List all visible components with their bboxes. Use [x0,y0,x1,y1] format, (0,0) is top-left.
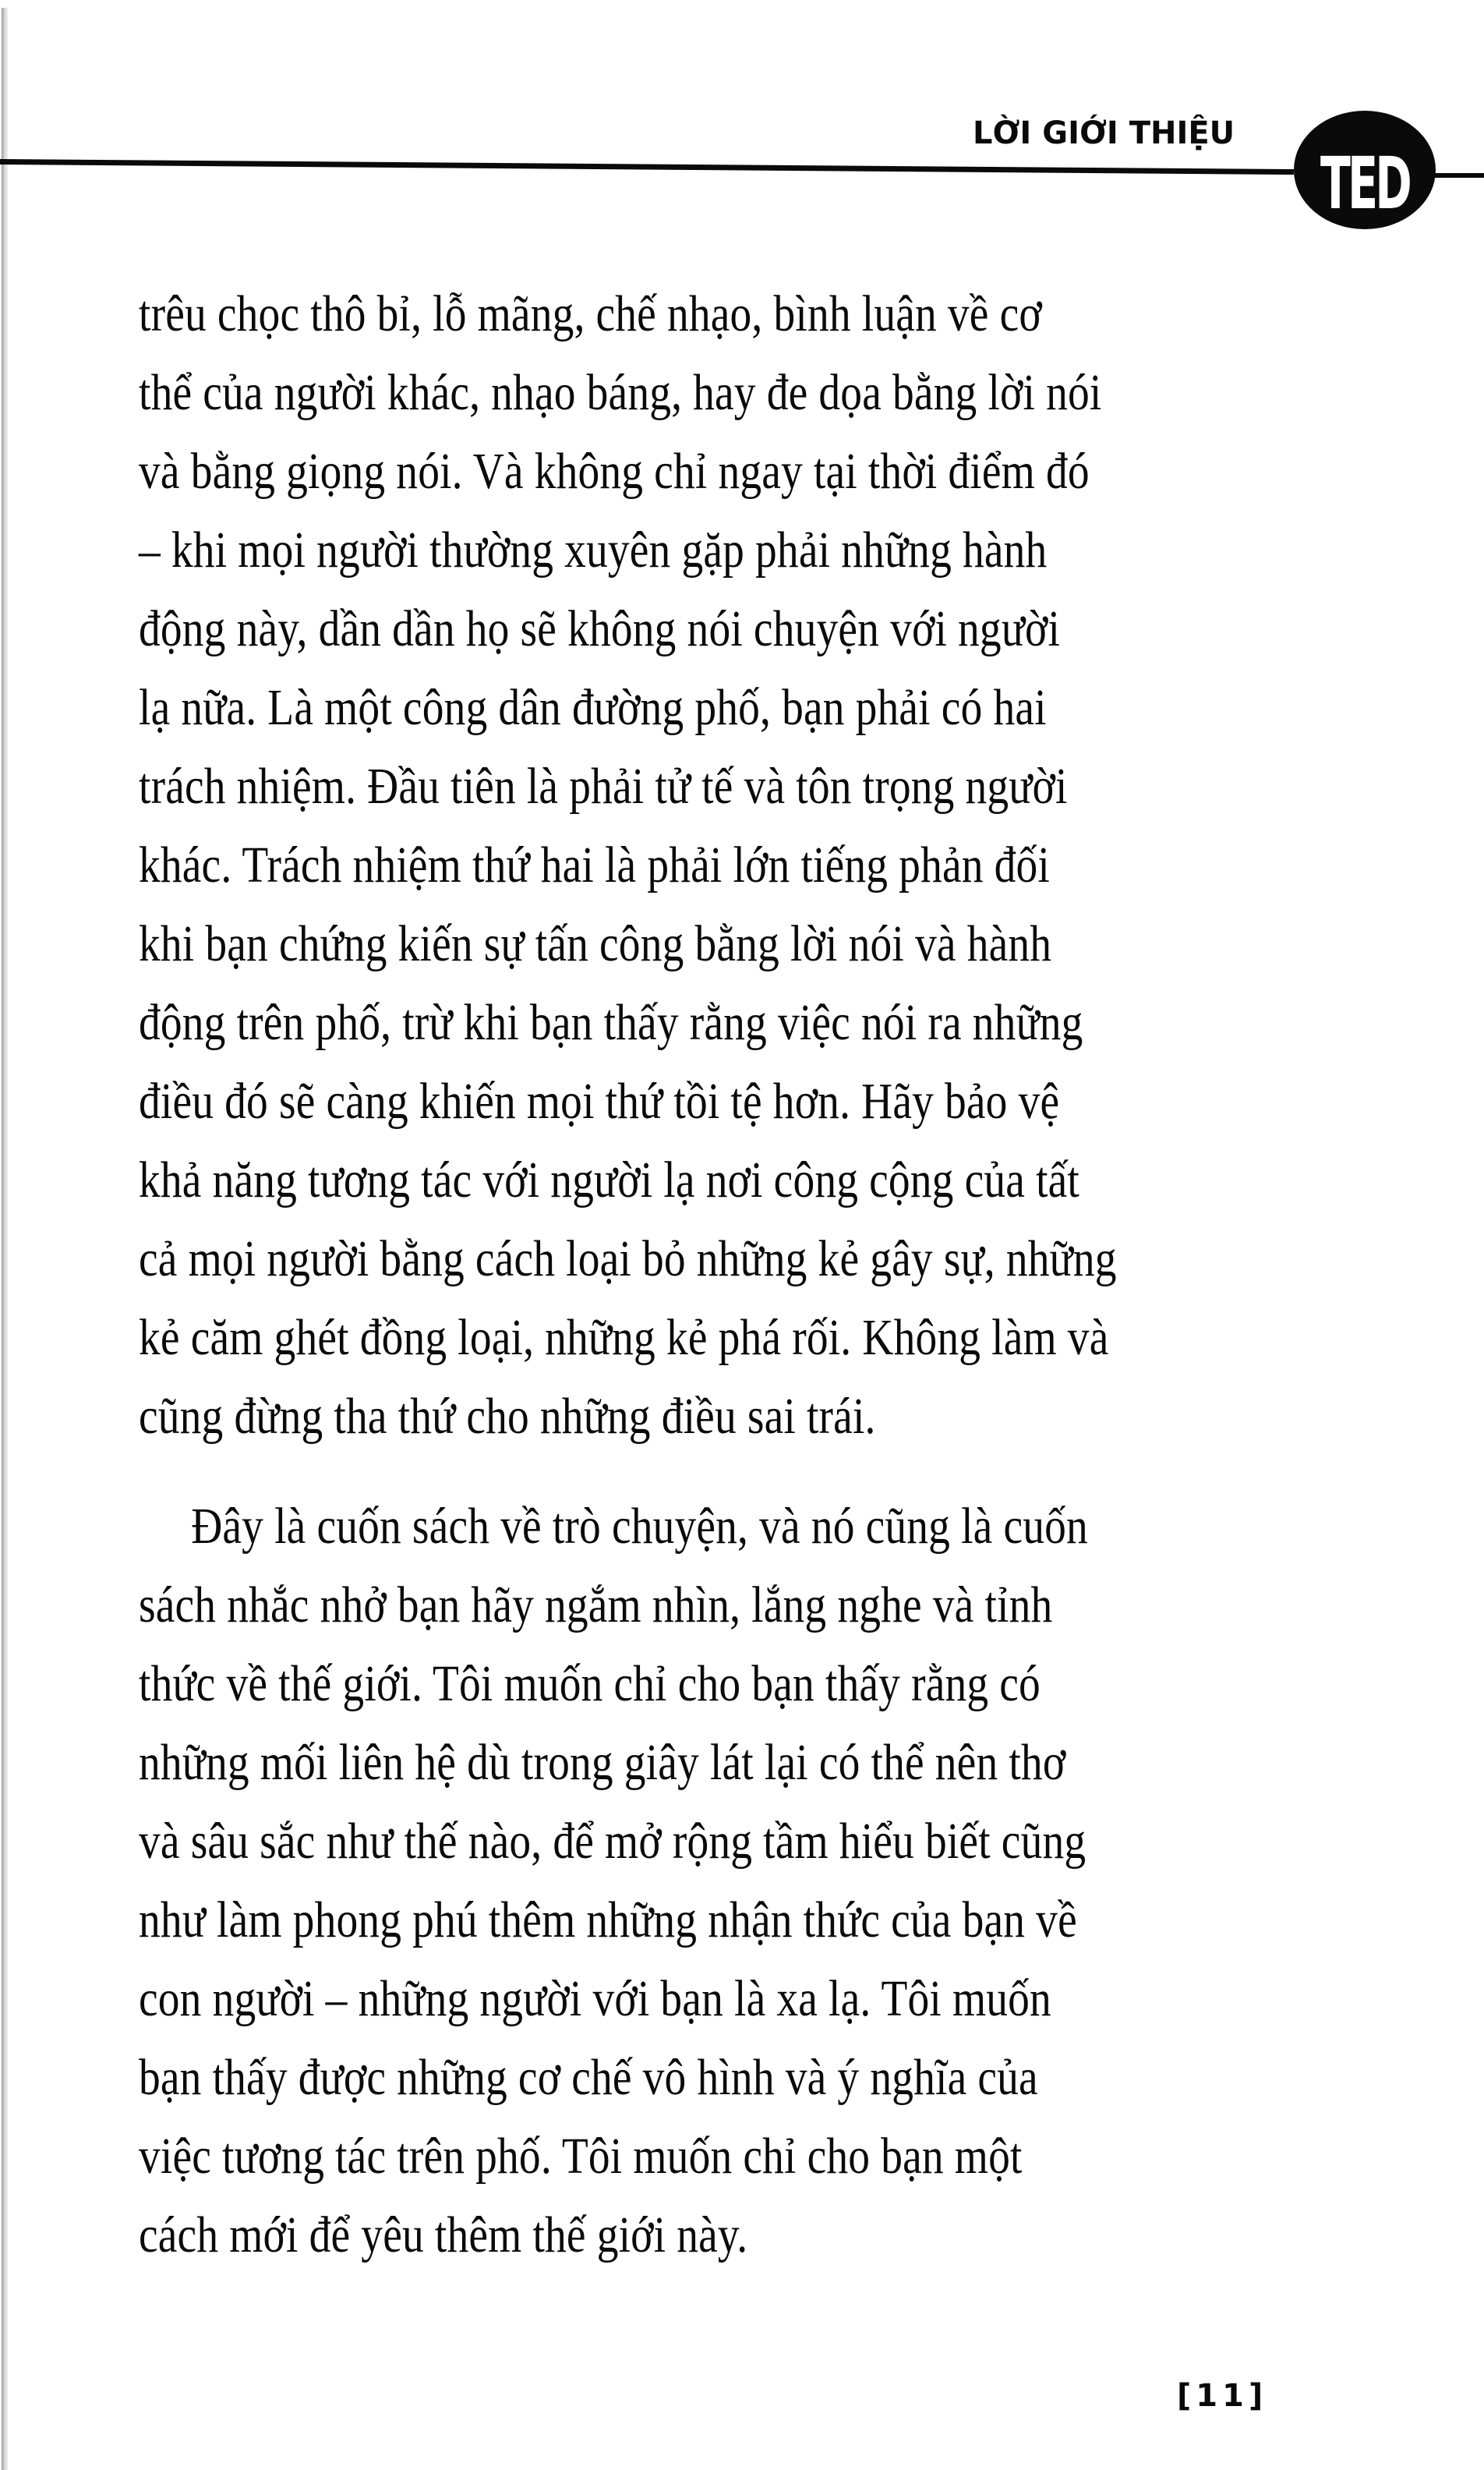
text-line: con người – những người với bạn là xa lạ. Tôi muốn [139,1970,1051,2027]
text-line: khác. Trách nhiệm thứ hai là phải lớn tiếng phản đối [139,837,1051,894]
paragraph-gap [139,1456,1277,1487]
text-line: bạn thấy được những cơ chế vô hình và ý nghĩa của [139,2049,1038,2106]
text-line: thể của người khác, nhạo báng, hay đe dọa bằng lời nói [139,364,1102,421]
text-line: cả mọi người bằng cách loại bỏ những kẻ gây sự, những [139,1230,1117,1287]
text-line: những mối liên hệ dù trong giây lát lại có thể nên thơ [139,1734,1066,1791]
body-text [139,274,1277,2274]
section-title: LỜI GIỚI THIỆU [973,115,1235,151]
page-binding-edge [2,8,8,2470]
text-line: trêu chọc thô bỉ, lỗ mãng, chế nhạo, bình luận về cơ [139,285,1042,342]
text-line: khả năng tương tác với người lạ nơi công cộng của tất [139,1152,1079,1208]
text-line: khi bạn chứng kiến sự tấn công bằng lời nói và hành [139,915,1052,972]
text-line: lạ nữa. Là một công dân đường phố, bạn phải có hai [139,679,1047,736]
paragraph-2 [139,1487,1277,2274]
text-line: như làm phong phú thêm những nhận thức của bạn về [139,1891,1077,1948]
text-line: động trên phố, trừ khi bạn thấy rằng việc nói ra những [139,994,1083,1051]
text-line: và sâu sắc như thế nào, để mở rộng tầm hiểu biết cũng [139,1813,1086,1870]
text-line: động này, dần dần họ sẽ không nói chuyện với người [139,600,1061,657]
text-line: điều đó sẽ càng khiến mọi thứ tồi tệ hơn. Hãy bảo vệ [139,1073,1060,1130]
text-line: sách nhắc nhở bạn hãy ngắm nhìn, lắng nghe và tỉnh [139,1576,1053,1633]
text-line: cách mới để yêu thêm thế giới này. [139,2206,748,2263]
paragraph-1 [139,274,1277,1456]
ted-logo-text: TED [1320,141,1410,225]
header-rule [0,159,1294,175]
text-line: Đây là cuốn sách về trò chuyện, và nó cũng là cuốn [191,1498,1088,1555]
header-rule-right [1434,173,1484,178]
text-line: và bằng giọng nói. Và không chỉ ngay tại thời điểm đó [139,443,1090,500]
text-line: trách nhiệm. Đầu tiên là phải tử tế và tôn trọng người [139,758,1068,815]
text-line: cũng đừng tha thứ cho những điều sai trái. [139,1388,876,1445]
text-line: kẻ căm ghét đồng loại, những kẻ phá rối. Không làm và [139,1309,1109,1366]
text-line: thức về thế giới. Tôi muốn chỉ cho bạn thấy rằng có [139,1655,1041,1712]
page-number: [11] [1177,2378,1268,2414]
text-line: – khi mọi người thường xuyên gặp phải những hành [139,522,1048,579]
ted-logo-icon [1294,111,1436,229]
text-line: việc tương tác trên phố. Tôi muốn chỉ cho bạn một [139,2128,1023,2185]
